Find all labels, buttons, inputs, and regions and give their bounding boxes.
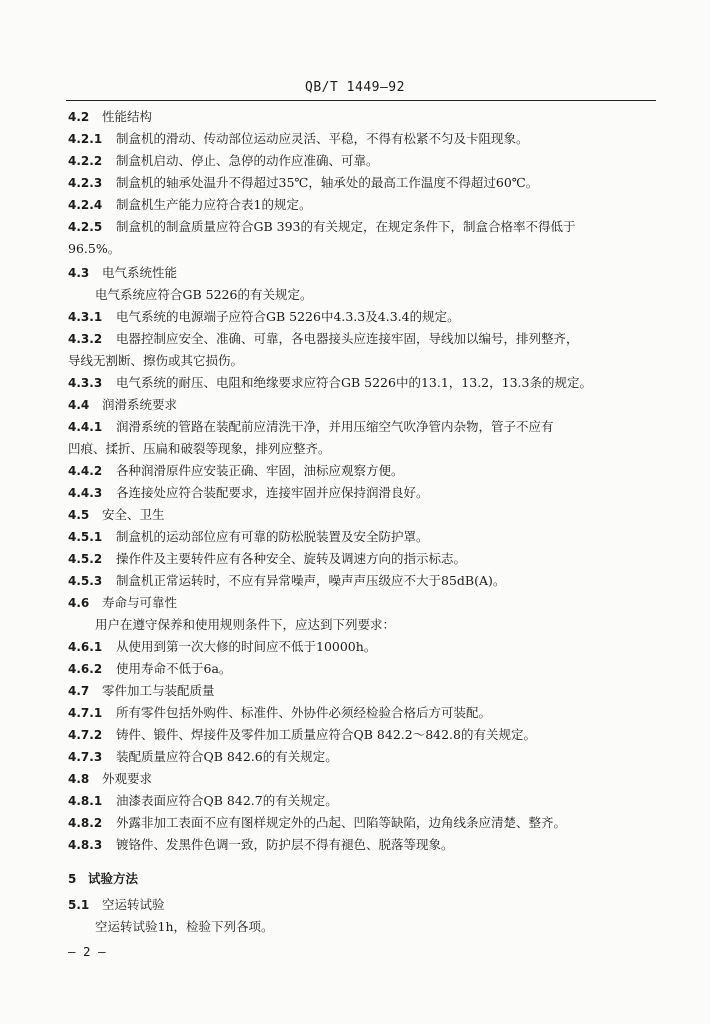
section-heading xyxy=(68,682,658,700)
clause-text: 使用寿命不低于6a。 xyxy=(116,661,232,676)
clause-text: 制盒机启动、停止、急停的动作应准确、可靠。 xyxy=(116,153,379,168)
clause-item xyxy=(68,572,658,590)
clause-number: 4.6.2 xyxy=(68,662,103,676)
clause-item xyxy=(68,174,658,192)
clause-number: 4.3 xyxy=(68,266,90,280)
clause-item xyxy=(68,462,658,480)
standard-code-header: QB/T 1449—92 xyxy=(305,80,405,95)
clause-number: 4.3.3 xyxy=(68,376,103,390)
clause-text: 各连接处应符合装配要求，连接牢固并应保持润滑良好。 xyxy=(116,485,429,500)
clause-item xyxy=(68,704,658,722)
clause-number: 4.8 xyxy=(68,772,90,786)
clause-number: 4.6.1 xyxy=(68,640,103,654)
clause-text: 铸件、锻件、焊接件及零件加工质量应符合QB 842.2～842.8的有关规定。 xyxy=(116,727,536,742)
section-heading xyxy=(68,264,658,282)
clause-text: 电器控制应安全、准确、可靠，各电器接头应连接牢固，导线加以编号，排列整齐， xyxy=(116,331,579,346)
clause-item xyxy=(68,814,658,832)
clause-item xyxy=(68,218,658,236)
clause-number: 4.5 xyxy=(68,508,90,522)
section-heading xyxy=(68,770,658,788)
clause-text: 各种润滑原件应安装正确、牢固，油标应观察方便。 xyxy=(116,463,404,478)
clause-number: 4.4.2 xyxy=(68,464,103,478)
clause-number: 5 xyxy=(68,872,77,886)
page-number: — 2 — xyxy=(68,944,106,959)
clause-text: 空运转试验 xyxy=(102,897,165,912)
clause-number: 4.2.2 xyxy=(68,154,103,168)
clause-text: 电气系统的电源端子应符合GB 5226中4.3.3及4.3.4的规定。 xyxy=(116,309,460,324)
clause-item xyxy=(68,152,658,170)
clause-text: 润滑系统要求 xyxy=(102,397,178,412)
clause-item xyxy=(68,528,658,546)
clause-item xyxy=(68,330,658,348)
clause-text: 制盒机的滑动、传动部位运动应灵活、平稳，不得有松紧不匀及卡阻现象。 xyxy=(116,131,529,146)
clause-number: 4.5.1 xyxy=(68,530,103,544)
clause-number: 4.7.3 xyxy=(68,750,103,764)
clause-text: 安全、卫生 xyxy=(102,507,165,522)
clause-item xyxy=(68,660,658,678)
clause-number: 4.8.3 xyxy=(68,838,103,852)
clause-number: 4.4.3 xyxy=(68,486,103,500)
clause-number: 4.3.1 xyxy=(68,310,103,324)
clause-item xyxy=(68,836,658,854)
clause-number: 4.8.1 xyxy=(68,794,103,808)
clause-text: 润滑系统的管路在装配前应清洗干净，并用压缩空气吹净管内杂物，管子不应有 xyxy=(116,419,554,434)
clause-text: 油漆表面应符合QB 842.7的有关规定。 xyxy=(116,793,338,808)
clause-item xyxy=(68,638,658,656)
clause-item xyxy=(68,130,658,148)
clause-number: 4.5.3 xyxy=(68,574,103,588)
clause-item xyxy=(68,374,658,392)
clause-item xyxy=(68,484,658,502)
continuation-line: 96.5%。 xyxy=(68,241,121,256)
indented-paragraph: 电气系统应符合GB 5226的有关规定。 xyxy=(95,287,313,302)
clause-text: 操作件及主要转件应有各种安全、旋转及调速方向的指示标志。 xyxy=(116,551,467,566)
indented-paragraph: 用户在遵守保养和使用规则条件下，应达到下列要求： xyxy=(95,617,396,632)
clause-text: 制盒机生产能力应符合表1的规定。 xyxy=(116,197,312,212)
continuation-line: 导线无割断、擦伤或其它损伤。 xyxy=(68,353,244,368)
section-heading xyxy=(68,396,658,414)
clause-item xyxy=(68,418,658,436)
clause-text: 电气系统性能 xyxy=(102,265,178,280)
clause-text: 从使用到第一次大修的时间应不低于10000h。 xyxy=(116,639,377,654)
clause-text: 外露非加工表面不应有图样规定外的凸起、凹陷等缺陷，边角线条应清楚、整齐。 xyxy=(116,815,567,830)
clause-text: 电气系统的耐压、电阻和绝缘要求应符合GB 5226中的13.1，13.2，13.3条的规定。 xyxy=(116,375,592,390)
header-rule xyxy=(66,100,656,101)
section-heading xyxy=(68,108,658,126)
clause-text: 装配质量应符合QB 842.6的有关规定。 xyxy=(116,749,338,764)
clause-text: 零件加工与装配质量 xyxy=(102,683,215,698)
clause-number: 4.2.5 xyxy=(68,220,103,234)
section-heading xyxy=(68,896,658,914)
clause-number: 4.4.1 xyxy=(68,420,103,434)
clause-item xyxy=(68,748,658,766)
clause-number: 4.3.2 xyxy=(68,332,103,346)
clause-number: 4.6 xyxy=(68,596,90,610)
clause-text: 制盒机的制盒质量应符合GB 393的有关规定，在规定条件下，制盒合格率不得低于 xyxy=(116,219,576,234)
clause-item xyxy=(68,726,658,744)
clause-number: 4.2 xyxy=(68,110,90,124)
continuation-line: 凹痕、揉折、压扁和破裂等现象，排列应整齐。 xyxy=(68,441,331,456)
chapter-heading xyxy=(68,870,658,888)
indented-paragraph: 空运转试验1h，检验下列各项。 xyxy=(95,919,274,934)
clause-item xyxy=(68,792,658,810)
clause-text: 制盒机正常运转时，不应有异常噪声，噪声声压级应不大于85dB(A)。 xyxy=(116,573,506,588)
clause-number: 4.2.1 xyxy=(68,132,103,146)
clause-text: 制盒机的运动部位应有可靠的防松脱装置及安全防护罩。 xyxy=(116,529,429,544)
clause-number: 4.2.3 xyxy=(68,176,103,190)
clause-number: 4.7.1 xyxy=(68,706,103,720)
clause-text: 寿命与可靠性 xyxy=(102,595,178,610)
section-heading xyxy=(68,506,658,524)
clause-number: 4.7.2 xyxy=(68,728,103,742)
clause-number: 5.1 xyxy=(68,898,90,912)
clause-text: 制盒机的轴承处温升不得超过35℃，轴承处的最高工作温度不得超过60℃。 xyxy=(116,175,539,190)
section-heading xyxy=(68,594,658,612)
clause-text: 所有零件包括外购件、标准件、外协件必须经检验合格后方可装配。 xyxy=(116,705,492,720)
clause-item xyxy=(68,550,658,568)
clause-number: 4.7 xyxy=(68,684,90,698)
clause-number: 4.4 xyxy=(68,398,90,412)
clause-text: 外观要求 xyxy=(102,771,153,786)
clause-number: 4.5.2 xyxy=(68,552,103,566)
clause-number: 4.8.2 xyxy=(68,816,103,830)
clause-item xyxy=(68,308,658,326)
clause-text: 试验方法 xyxy=(88,871,139,886)
clause-item xyxy=(68,196,658,214)
clause-text: 镀铬件、发黑件色调一致，防护层不得有褪色、脱落等现象。 xyxy=(116,837,454,852)
clause-number: 4.2.4 xyxy=(68,198,103,212)
clause-text: 性能结构 xyxy=(102,109,153,124)
